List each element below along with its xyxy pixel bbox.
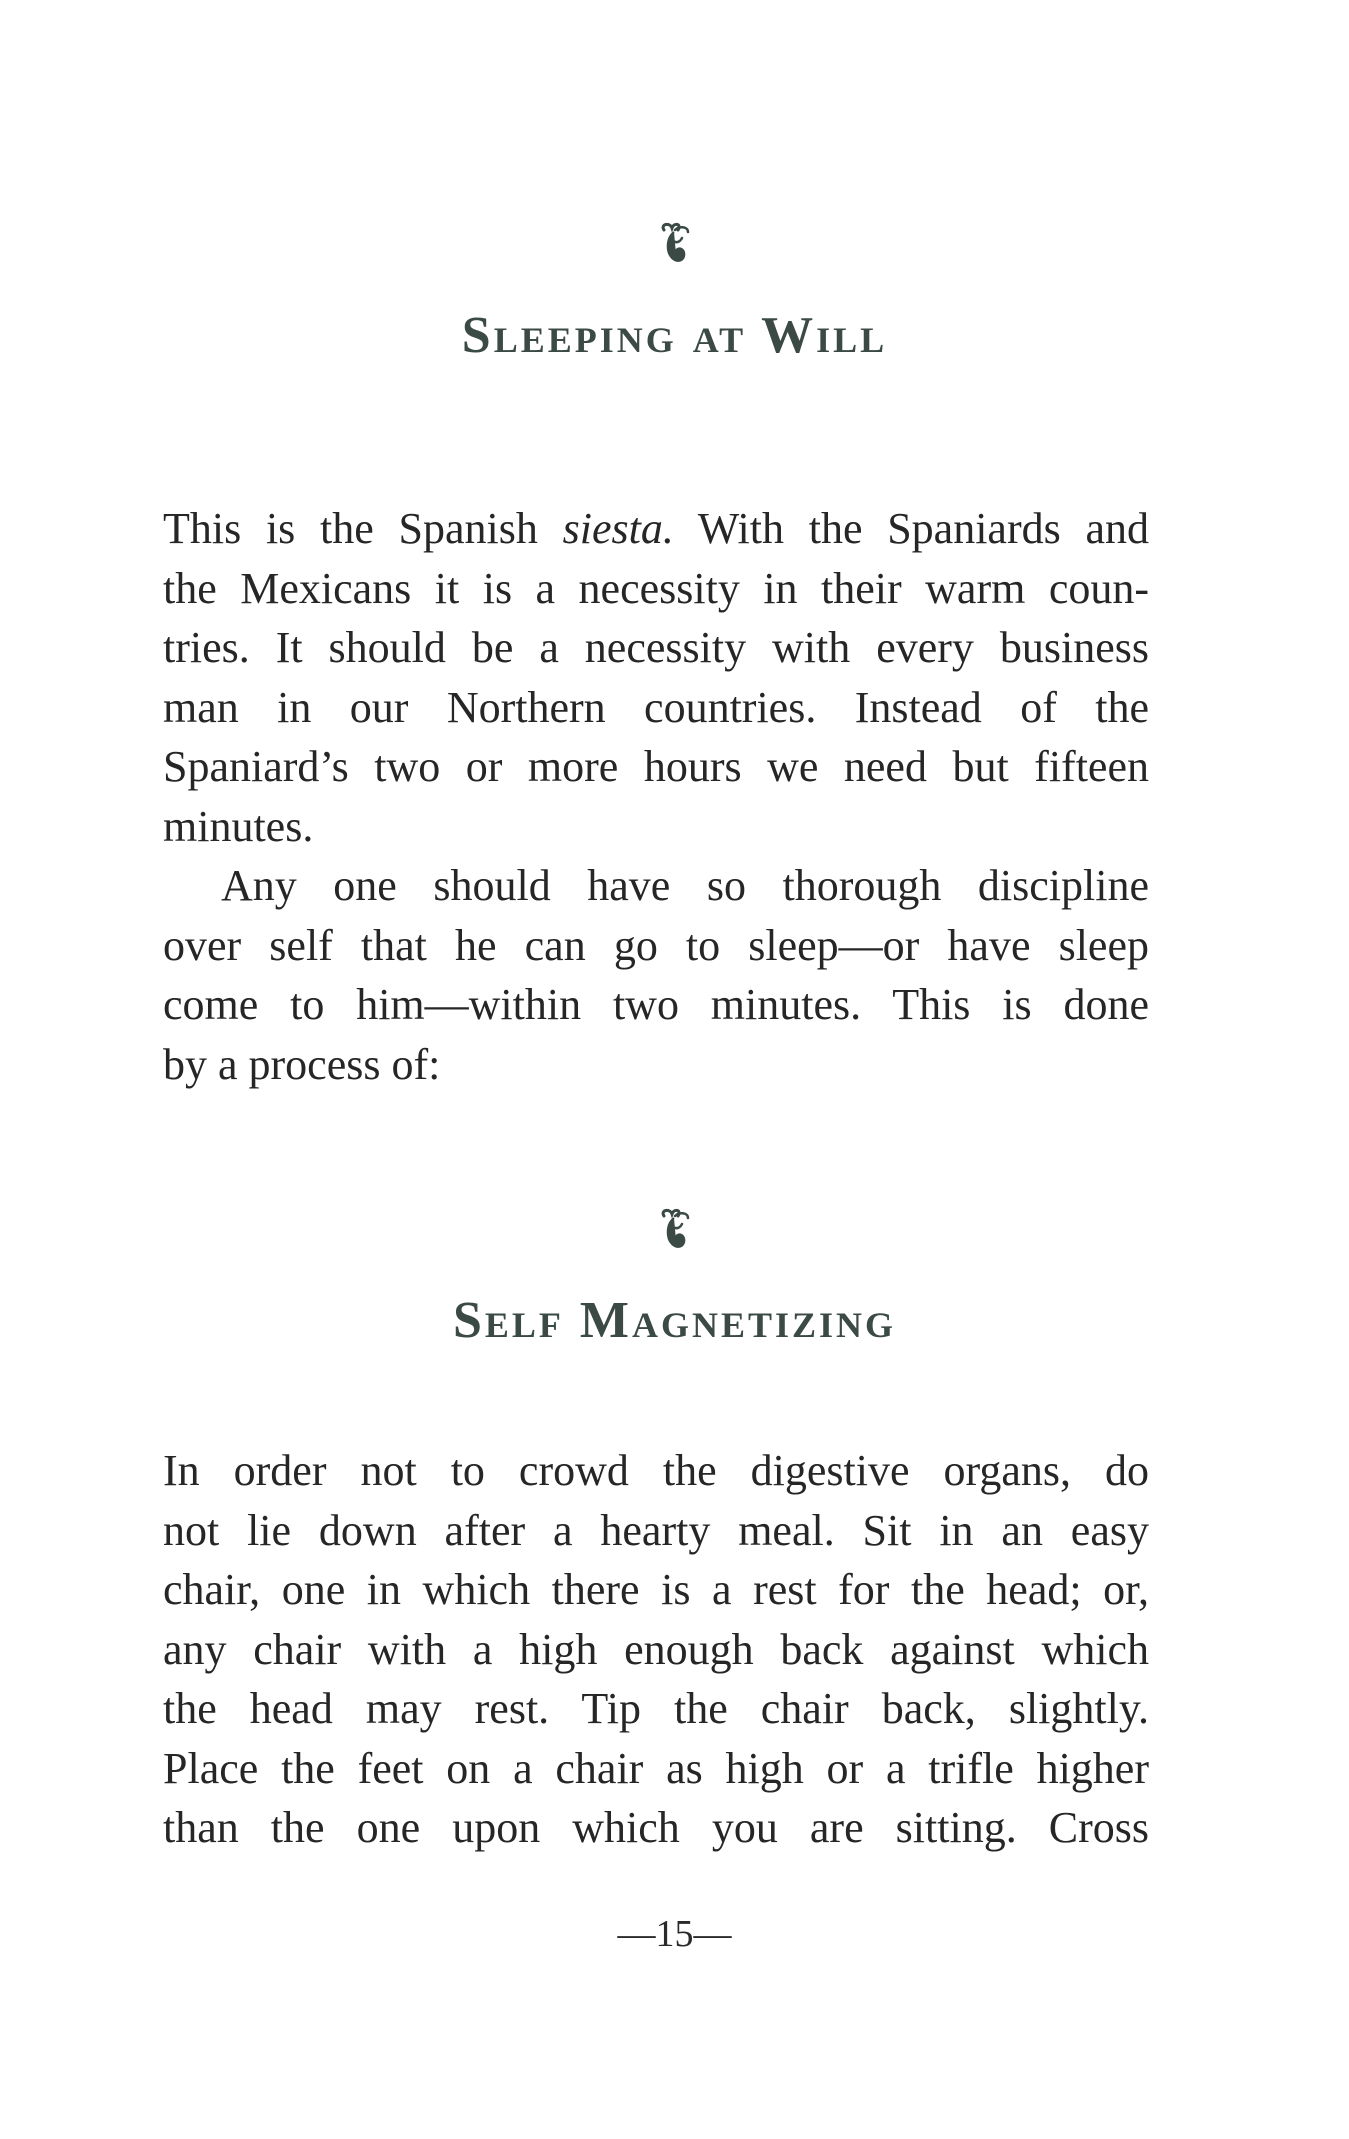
text-line: Place the feet on a chair as high or a trifle higher bbox=[163, 1743, 1149, 1793]
section-2-body bbox=[163, 1441, 1149, 1858]
text-line: come to him—within two minutes. This is done bbox=[163, 980, 1149, 1029]
text-line: over self that he can go to sleep—or have sleep bbox=[163, 920, 1149, 970]
text-line: by a process of: bbox=[163, 1039, 441, 1089]
text-line: minutes. bbox=[163, 801, 314, 851]
fleuron-icon bbox=[658, 222, 692, 268]
text-line bbox=[163, 499, 1149, 559]
section-2-ornament bbox=[0, 1208, 1349, 1259]
italic-run: siesta. bbox=[562, 504, 674, 553]
text-line: In order not to crowd the digestive organs, do bbox=[163, 1446, 1149, 1495]
text-line: Spaniard’s two or more hours we need but fifteen bbox=[163, 742, 1149, 791]
text-line: tries. It should be a necessity with every business bbox=[163, 623, 1149, 672]
text-line: man in our Northern countries. Instead of the bbox=[163, 682, 1149, 732]
text-line: the head may rest. Tip the chair back, slightly. bbox=[163, 1684, 1149, 1733]
text-line: any chair with a high enough back against which bbox=[163, 1624, 1149, 1674]
text-line: chair, one in which there is a rest for the head; or, bbox=[163, 1565, 1149, 1614]
paragraph bbox=[163, 856, 1149, 1094]
text-run: With the Spaniards and bbox=[673, 504, 1149, 553]
text-line: Any one should have so thorough discipline bbox=[221, 861, 1149, 910]
section-1-title: Sleeping at Will bbox=[461, 307, 888, 364]
text-line: not lie down after a hearty meal. Sit in an easy bbox=[163, 1505, 1149, 1555]
paragraph bbox=[163, 499, 1149, 856]
fleuron-icon bbox=[658, 1208, 692, 1254]
page-number: —15— bbox=[617, 1913, 732, 1955]
section-1-body bbox=[163, 499, 1149, 1094]
text-line: than the one upon which you are sitting. Cross bbox=[163, 1803, 1149, 1852]
section-1-ornament bbox=[0, 222, 1349, 273]
section-2-title: Self Magnetizing bbox=[452, 1292, 897, 1349]
text-run: This is the Spanish bbox=[163, 504, 563, 553]
paragraph bbox=[163, 1441, 1149, 1858]
text-line: the Mexicans it is a necessity in their warm coun- bbox=[163, 563, 1149, 613]
